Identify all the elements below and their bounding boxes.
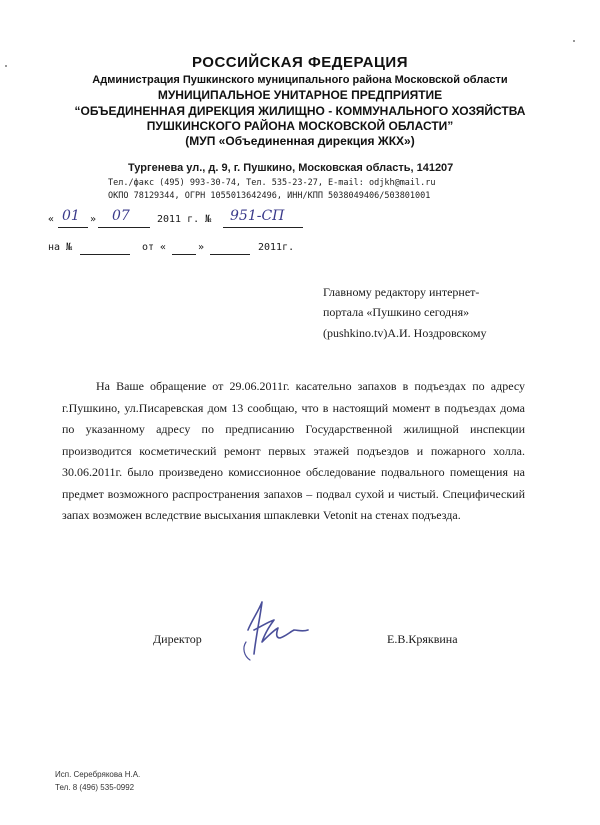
executor-name: Исп. Серебрякова Н.А. — [55, 770, 141, 779]
header-contacts: Тел./факс (495) 993-30-74, Тел. 535-23-27, E-mail: odjkh@mail.ru — [108, 178, 436, 188]
header-enterprise-name-2: ПУШКИНСКОГО РАЙОНА МОСКОВСКОЙ ОБЛАСТИ” — [146, 119, 454, 133]
outgoing-number-line — [223, 227, 303, 228]
signer-name: Е.В.Кряквина — [387, 632, 458, 646]
header-enterprise-name-1: “ОБЪЕДИНЕННАЯ ДИРЕКЦИЯ ЖИЛИЩНО - КОММУНАЛЬНОГО ХОЗЯЙСТВА — [74, 104, 526, 118]
outgoing-month-line — [98, 227, 150, 228]
header-administration: Администрация Пушкинского муниципального района Московской области — [92, 74, 508, 86]
letter-body — [62, 376, 525, 527]
incoming-prefix: на № — [48, 242, 73, 253]
incoming-from: от « — [142, 242, 167, 253]
letter-body-text: На Ваше обращение от 29.06.2011г. касательно запахов в подъездах по адресу г.Пушкино, ул.Писаревская дом 13 сообщаю, что в настоящий момент в подъездах дома по указанному адресу по предписанию Государственной жилищной инспекции производится косметический ремонт первых этажей подъездов и пожарного холла. 30.06.2011г. было произведено комиссионное обследование подвального помещения на предмет возможного распространения запахов – подвал сухой и чистый. Специфический запах возможен вследствие высыхания шпаклевки Vetonit на стенах подъезда. — [62, 379, 525, 522]
executor-phone: Тел. 8 (496) 535-0992 — [55, 783, 135, 792]
outgoing-open-quote: « — [48, 214, 55, 225]
header-enterprise-type: МУНИЦИПАЛЬНОЕ УНИТАРНОЕ ПРЕДПРИЯТИЕ — [157, 88, 443, 102]
incoming-close-quote: » — [198, 242, 205, 253]
incoming-number-line — [80, 254, 130, 255]
header-enterprise-short: (МУП «Объединенная дирекция ЖКХ») — [185, 134, 415, 148]
scan-speck — [573, 40, 575, 42]
header-address: Тургенева ул., д. 9, г. Пушкино, Московская область, 141207 — [128, 162, 454, 174]
scan-speck — [5, 65, 7, 67]
incoming-day-line — [172, 254, 196, 255]
header-country: РОССИЙСКАЯ ФЕДЕРАЦИЯ — [191, 54, 408, 71]
addressee-line-3: (pushkino.tv)А.И. Ноздровскому — [323, 326, 487, 340]
incoming-month-line — [210, 254, 250, 255]
addressee-line-2: портала «Пушкино сегодня» — [323, 305, 470, 319]
header-ids: ОКПО 78129344, ОГРН 1055013642496, ИНН/КПП 5038049406/503801001 — [108, 191, 431, 201]
addressee-line-1: Главному редактору интернет- — [323, 285, 480, 299]
outgoing-month: 07 — [112, 208, 130, 224]
outgoing-year: 2011 г. № — [157, 214, 212, 225]
outgoing-number: 951-СП — [230, 208, 285, 224]
signer-role: Директор — [153, 632, 202, 646]
outgoing-close-quote: » — [90, 214, 97, 225]
outgoing-day: 01 — [62, 208, 80, 224]
incoming-year: 2011г. — [258, 242, 295, 253]
handwritten-signature — [228, 590, 348, 670]
outgoing-day-line — [58, 227, 88, 228]
